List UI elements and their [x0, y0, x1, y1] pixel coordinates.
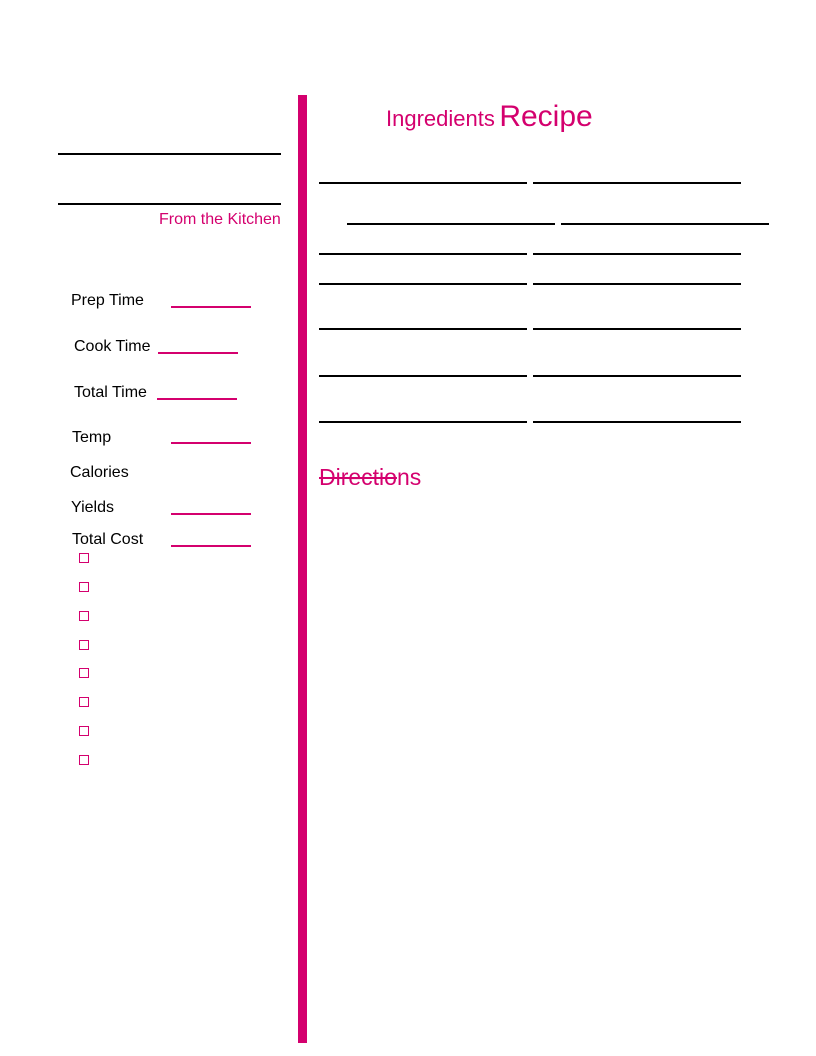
ingredient-line[interactable] [533, 283, 741, 285]
yields-line[interactable] [171, 513, 251, 515]
directions-struck-text: Directio [319, 464, 397, 490]
ingredient-line[interactable] [533, 182, 741, 184]
total-cost-line[interactable] [171, 545, 251, 547]
calories-label: Calories [70, 464, 129, 481]
checkbox[interactable] [79, 755, 89, 765]
page-title [386, 100, 593, 134]
ingredient-line[interactable] [319, 421, 527, 423]
ingredient-line[interactable] [533, 421, 741, 423]
from-the-kitchen-label: From the Kitchen [159, 211, 281, 228]
total-cost-label: Total Cost [72, 531, 144, 548]
ingredient-line[interactable] [533, 375, 741, 377]
prep-time-line[interactable] [171, 306, 251, 308]
checkbox[interactable] [79, 668, 89, 678]
total-time-label: Total Time [74, 384, 147, 401]
title-ingredients: Ingredients [386, 106, 495, 131]
title-recipe: Recipe [499, 100, 593, 133]
prep-time-label: Prep Time [71, 292, 144, 309]
ingredient-line[interactable] [319, 375, 527, 377]
ingredient-line[interactable] [347, 223, 555, 225]
recipe-name-line[interactable] [58, 153, 281, 155]
checkbox[interactable] [79, 697, 89, 707]
temp-line[interactable] [171, 442, 251, 444]
cook-time-label: Cook Time [74, 338, 151, 355]
ingredient-line[interactable] [319, 283, 527, 285]
directions-rest-text: ns [396, 464, 422, 490]
yields-label: Yields [71, 499, 114, 516]
total-time-line[interactable] [157, 398, 237, 400]
checkbox[interactable] [79, 582, 89, 592]
ingredient-line[interactable] [533, 253, 741, 255]
ingredient-line[interactable] [561, 223, 769, 225]
cook-time-line[interactable] [158, 352, 238, 354]
checkbox[interactable] [79, 553, 89, 563]
checkbox[interactable] [79, 640, 89, 650]
checkbox[interactable] [79, 611, 89, 621]
recipe-author-line[interactable] [58, 203, 281, 205]
directions-heading [319, 464, 421, 491]
ingredient-line[interactable] [319, 253, 527, 255]
temp-label: Temp [72, 429, 112, 446]
checkbox[interactable] [79, 726, 89, 736]
ingredient-line[interactable] [533, 328, 741, 330]
ingredient-line[interactable] [319, 328, 527, 330]
vertical-divider [298, 95, 307, 1043]
ingredient-line[interactable] [319, 182, 527, 184]
